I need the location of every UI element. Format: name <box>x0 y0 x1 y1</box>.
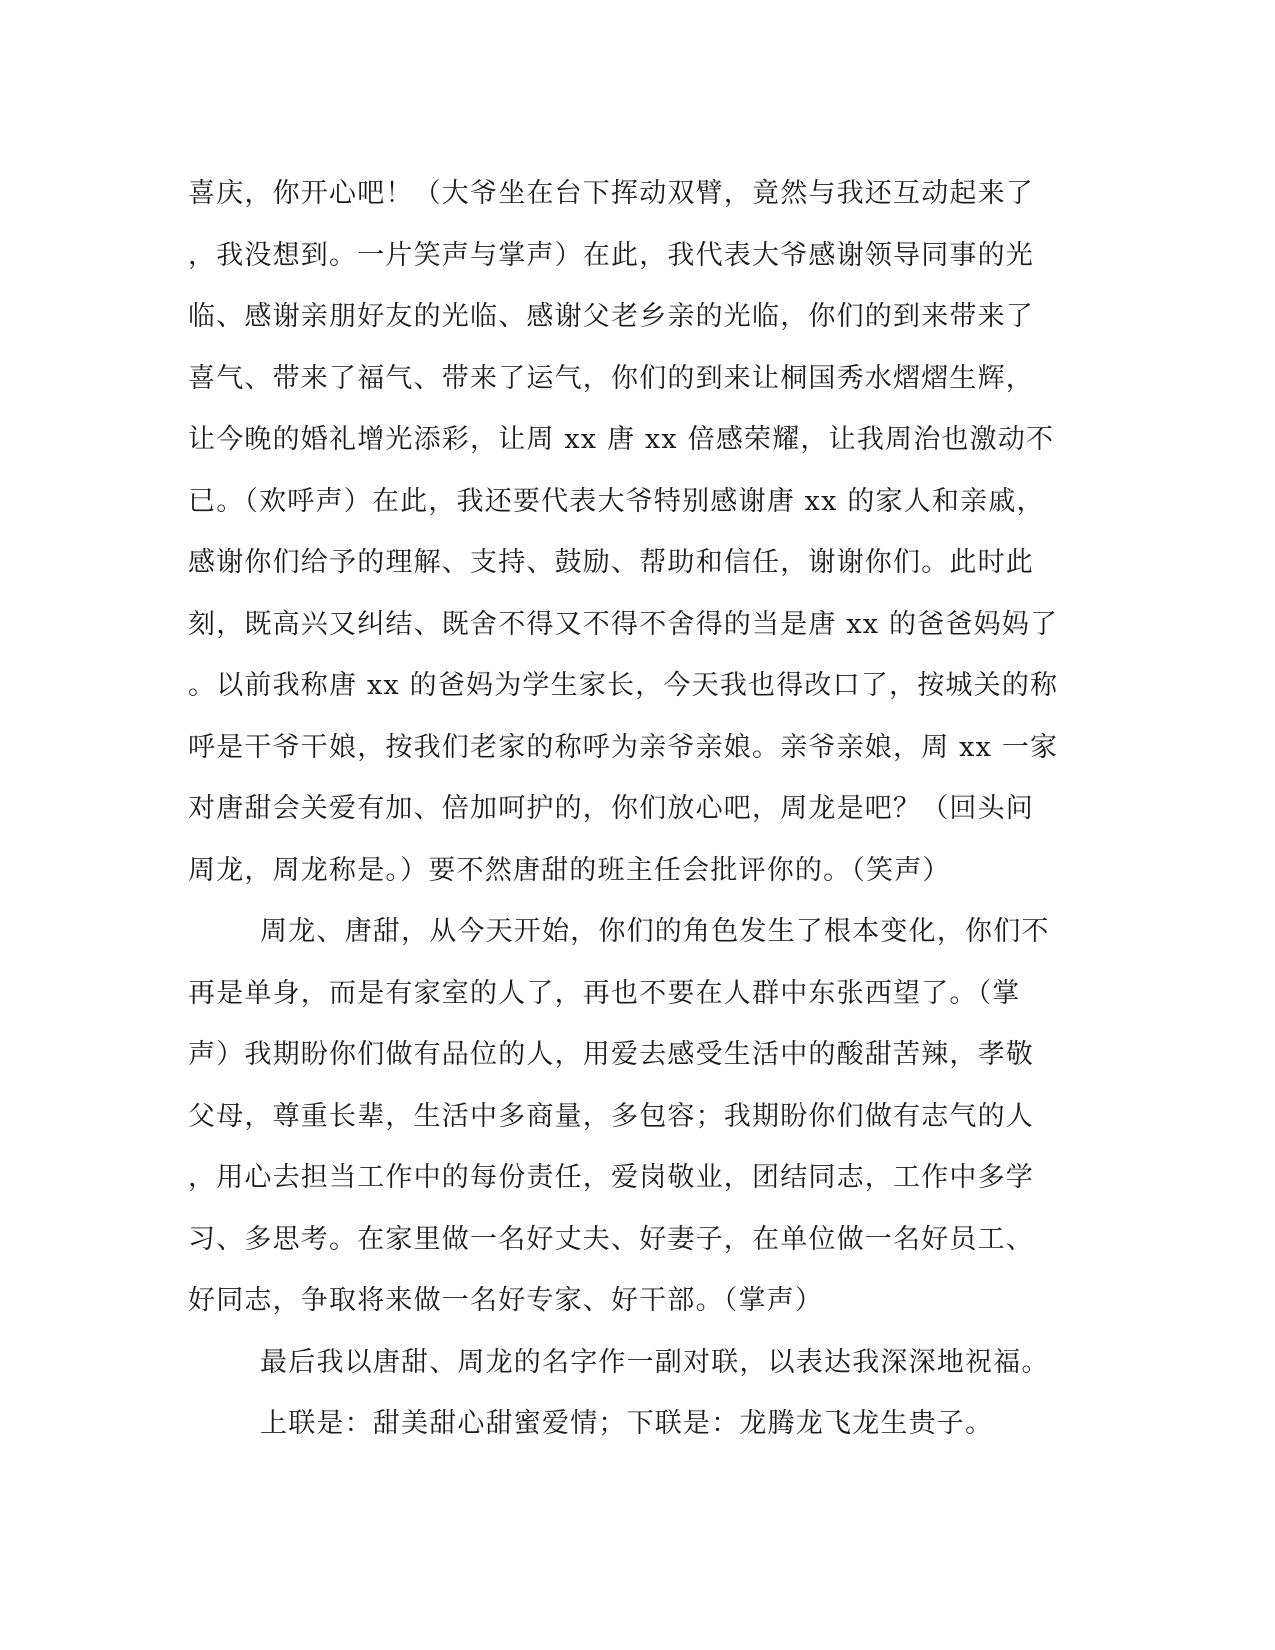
text-line: ，用心去担当工作中的每份责任，爱岗敬业，团结同志，工作中多学 <box>188 1162 1034 1193</box>
text-line: 已。（欢呼声）在此，我还要代表大爷特别感谢唐 xx 的家人和亲戚， <box>188 485 1045 517</box>
document-body <box>188 163 1088 1455</box>
text-line: 对唐甜会关爱有加、倍加呵护的，你们放心吧，周龙是吧？（回头问 <box>188 793 1034 824</box>
text-line: ，我没想到。一片笑声与掌声）在此，我代表大爷感谢领导同事的光 <box>188 239 1034 271</box>
text-line: 呼是干爷干娘，按我们老家的称呼为亲爷亲娘。亲爷亲娘，周 xx 一家 <box>188 731 1059 763</box>
paragraph-start-line: 最后我以唐甜、周龙的名字作一副对联，以表达我深深地祝福。 <box>260 1346 1050 1378</box>
text-line: 。以前我称唐 xx 的爸妈为学生家长，今天我也得改口了，按城关的称 <box>188 670 1059 701</box>
text-line: 喜气、带来了福气、带来了运气，你们的到来让桐国秀水熠熠生辉， <box>188 362 1034 394</box>
text-line: 喜庆，你开心吧！（大爷坐在台下挥动双臂，竟然与我还互动起来了 <box>188 178 1034 209</box>
text-line: 临、感谢亲朋好友的光临、感谢父老乡亲的光临，你们的到来带来了 <box>188 301 1034 332</box>
text-line: 刻，既高兴又纠结、既舍不得又不得不舍得的当是唐 xx 的爸爸妈妈了 <box>188 608 1059 640</box>
text-line: 让今晚的婚礼增光添彩，让周 xx 唐 xx 倍感荣耀，让我周治也激动不 <box>188 424 1055 455</box>
paragraph-start-line: 周龙、唐甜，从今天开始，你们的角色发生了根本变化，你们不 <box>260 916 1050 947</box>
couplet-line: 上联是：甜美甜心甜蜜爱情；下联是：龙腾龙飞龙生贵子。 <box>260 1408 994 1439</box>
text-line: 感谢你们给予的理解、支持、鼓励、帮助和信任，谢谢你们。此时此 <box>188 547 1034 578</box>
text-line: 父母，尊重长辈，生活中多商量，多包容；我期盼你们做有志气的人 <box>188 1100 1034 1132</box>
text-line: 周龙，周龙称是。）要不然唐甜的班主任会批评你的。（笑声） <box>188 854 951 886</box>
text-line: 习、多思考。在家里做一名好丈夫、好妻子，在单位做一名好员工、 <box>188 1223 1034 1255</box>
text-line: 声）我期盼你们做有品位的人，用爱去感受生活中的酸甜苦辣，孝敬 <box>188 1039 1034 1070</box>
text-line: 好同志，争取将来做一名好专家、好干部。（掌声） <box>188 1285 824 1316</box>
text-line: 再是单身，而是有家室的人了，再也不要在人群中东张西望了。（掌 <box>188 977 1021 1009</box>
